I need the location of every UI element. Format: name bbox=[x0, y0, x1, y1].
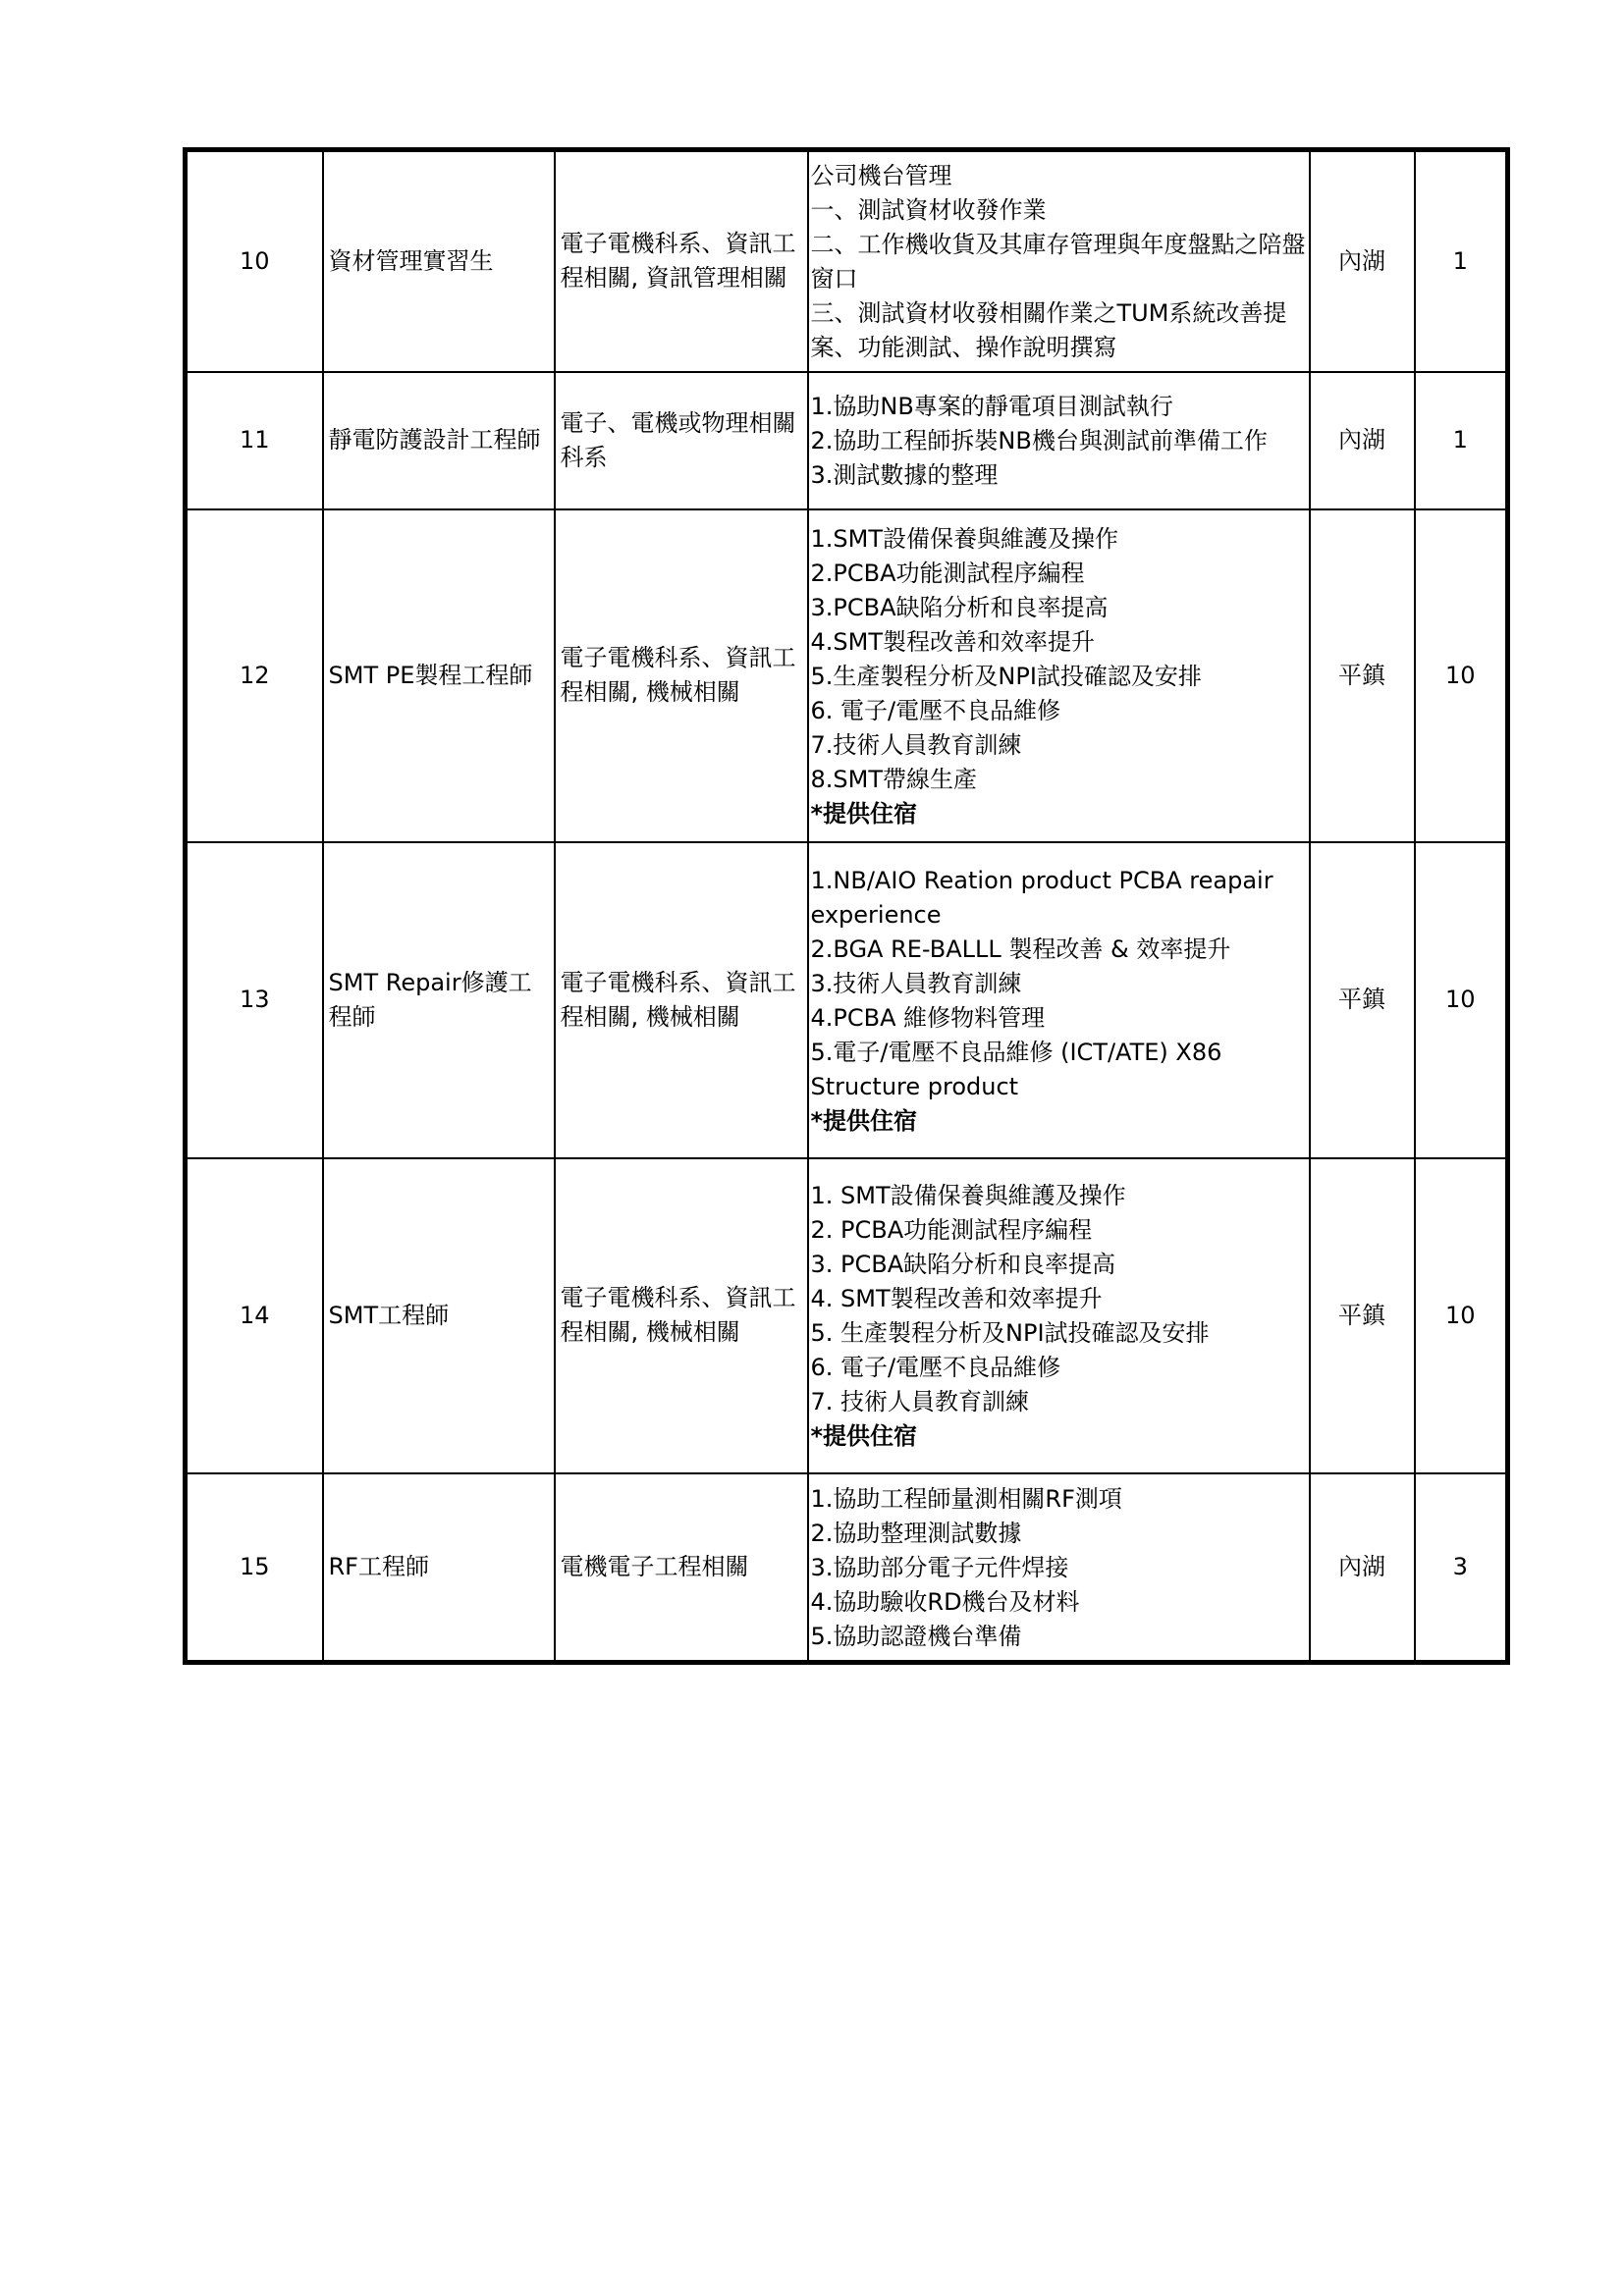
table-row bbox=[186, 1473, 1508, 1663]
description-line: 4.協助驗收RD機台及材料 bbox=[810, 1587, 1080, 1616]
description-line: 一、測試資材收發作業 bbox=[810, 196, 1047, 225]
row-number-cell: 11 bbox=[186, 372, 323, 509]
location-cell: 平鎮 bbox=[1310, 509, 1415, 842]
job-description-cell bbox=[808, 372, 1310, 509]
job-description-cell bbox=[808, 150, 1310, 372]
job-openings-table bbox=[183, 147, 1510, 1665]
major-requirement-cell: 電子、電機或物理相關科系 bbox=[555, 372, 808, 509]
job-title-cell: RF工程師 bbox=[323, 1473, 555, 1663]
description-line: 3.技術人員教育訓練 bbox=[810, 969, 1022, 997]
row-number-cell: 14 bbox=[186, 1158, 323, 1473]
job-title-cell: 靜電防護設計工程師 bbox=[323, 372, 555, 509]
major-requirement-cell: 電子電機科系、資訊工程相關, 機械相關 bbox=[555, 1158, 808, 1473]
description-line: 公司機台管理 bbox=[810, 162, 952, 190]
row-number-cell: 15 bbox=[186, 1473, 323, 1663]
description-line: 1. SMT設備保養與維護及操作 bbox=[810, 1182, 1126, 1209]
job-title-cell: SMT工程師 bbox=[323, 1158, 555, 1473]
location-cell: 內湖 bbox=[1310, 150, 1415, 372]
job-title-cell: 資材管理實習生 bbox=[323, 150, 555, 372]
description-line: 1.協助工程師量測相關RF測項 bbox=[810, 1484, 1122, 1513]
headcount-cell: 3 bbox=[1415, 1473, 1508, 1663]
description-line: 5. 生產製程分析及NPI試投確認及安排 bbox=[810, 1319, 1210, 1347]
job-description-cell bbox=[808, 1158, 1310, 1473]
description-line: 4.SMT製程改善和效率提升 bbox=[810, 627, 1095, 656]
description-line: 5.電子/電壓不良品維修 (ICT/ATE) X86 Structure product bbox=[810, 1038, 1222, 1100]
table-row bbox=[186, 372, 1508, 509]
description-line: 6. 電子/電壓不良品維修 bbox=[810, 1354, 1061, 1381]
location-cell: 平鎮 bbox=[1310, 1158, 1415, 1473]
description-line: 1.SMT設備保養與維護及操作 bbox=[810, 524, 1118, 553]
housing-note: *提供住宿 bbox=[810, 1422, 918, 1450]
description-line: 6. 電子/電壓不良品維修 bbox=[810, 696, 1061, 724]
description-line: 2.PCBA功能測試程序編程 bbox=[810, 559, 1085, 587]
major-requirement-cell: 電機電子工程相關 bbox=[555, 1473, 808, 1663]
job-table-body bbox=[186, 150, 1508, 1663]
table-row bbox=[186, 150, 1508, 372]
location-cell: 內湖 bbox=[1310, 1473, 1415, 1663]
description-line: 5.協助認證機台準備 bbox=[810, 1622, 1022, 1650]
headcount-cell: 10 bbox=[1415, 842, 1508, 1158]
row-number-cell: 13 bbox=[186, 842, 323, 1158]
row-number-cell: 10 bbox=[186, 150, 323, 372]
description-line: 2. PCBA功能測試程序編程 bbox=[810, 1216, 1093, 1244]
headcount-cell: 1 bbox=[1415, 150, 1508, 372]
description-line: 7. 技術人員教育訓練 bbox=[810, 1388, 1030, 1415]
description-line: 1.協助NB專案的靜電項目測試執行 bbox=[810, 393, 1173, 420]
description-line: 1.NB/AIO Reation product PCBA reapair experience bbox=[810, 866, 1273, 929]
description-line: 3. PCBA缺陷分析和良率提高 bbox=[810, 1251, 1116, 1278]
job-title-cell: SMT PE製程工程師 bbox=[323, 509, 555, 842]
description-line: 二、工作機收貨及其庫存管理與年度盤點之陪盤窗口 bbox=[810, 231, 1306, 294]
major-requirement-cell: 電子電機科系、資訊工程相關, 資訊管理相關 bbox=[555, 150, 808, 372]
housing-note: *提供住宿 bbox=[810, 799, 918, 828]
location-cell: 平鎮 bbox=[1310, 842, 1415, 1158]
table-row bbox=[186, 509, 1508, 842]
description-line: 3.協助部分電子元件焊接 bbox=[810, 1553, 1069, 1581]
job-description-cell bbox=[808, 842, 1310, 1158]
headcount-cell: 10 bbox=[1415, 509, 1508, 842]
description-line: 8.SMT帶線生產 bbox=[810, 765, 977, 793]
description-line: 4.PCBA 維修物料管理 bbox=[810, 1003, 1046, 1032]
description-line: 7.技術人員教育訓練 bbox=[810, 730, 1022, 759]
job-description-cell bbox=[808, 509, 1310, 842]
description-line: 2.BGA RE-BALLL 製程改善 & 效率提升 bbox=[810, 934, 1231, 963]
row-number-cell: 12 bbox=[186, 509, 323, 842]
headcount-cell: 1 bbox=[1415, 372, 1508, 509]
description-line: 2.協助整理測試數據 bbox=[810, 1519, 1022, 1547]
job-description-cell bbox=[808, 1473, 1310, 1663]
description-line: 2.協助工程師拆裝NB機台與測試前準備工作 bbox=[810, 427, 1268, 454]
description-line: 3.測試數據的整理 bbox=[810, 461, 999, 489]
description-line: 4. SMT製程改善和效率提升 bbox=[810, 1285, 1103, 1312]
table-row bbox=[186, 1158, 1508, 1473]
job-title-cell: SMT Repair修護工程師 bbox=[323, 842, 555, 1158]
description-line: 3.PCBA缺陷分析和良率提高 bbox=[810, 593, 1109, 621]
major-requirement-cell: 電子電機科系、資訊工程相關, 機械相關 bbox=[555, 509, 808, 842]
housing-note: *提供住宿 bbox=[810, 1106, 918, 1135]
location-cell: 內湖 bbox=[1310, 372, 1415, 509]
description-line: 三、測試資材收發相關作業之TUM系統改善提案、功能測試、操作說明撰寫 bbox=[810, 299, 1287, 362]
description-line: 5.生產製程分析及NPI試投確認及安排 bbox=[810, 662, 1202, 690]
headcount-cell: 10 bbox=[1415, 1158, 1508, 1473]
major-requirement-cell: 電子電機科系、資訊工程相關, 機械相關 bbox=[555, 842, 808, 1158]
table-row bbox=[186, 842, 1508, 1158]
